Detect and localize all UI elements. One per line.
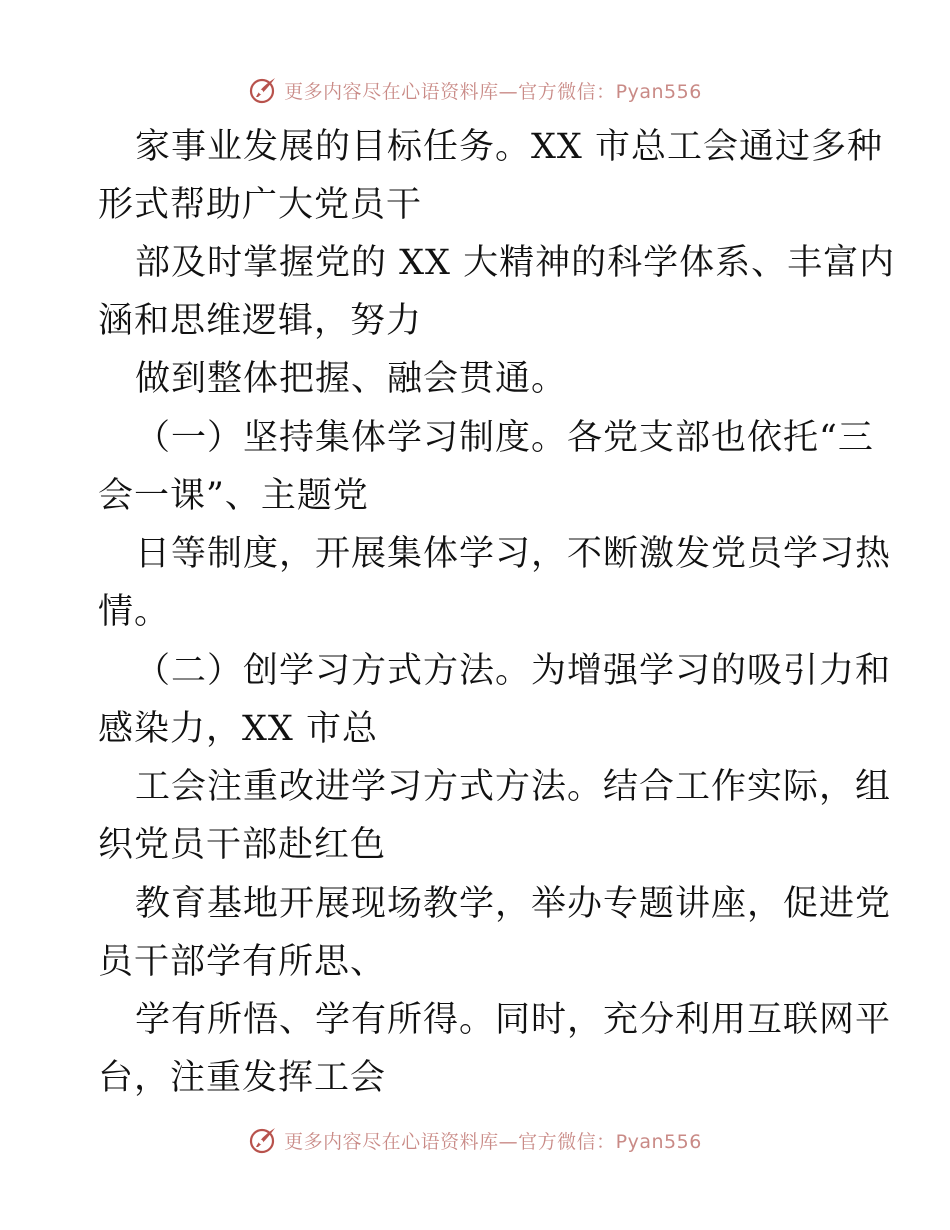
text-line: 织党员干部赴红色 <box>98 825 387 865</box>
text-line: 涵和思维逻辑，努力 <box>98 301 423 341</box>
text-line: 情。 <box>98 592 171 632</box>
header-watermark <box>0 70 950 110</box>
text-line: 做到整体把握、融会贯通。 <box>135 359 568 399</box>
text-line: （一）坚持集体学习制度。各党支部也依托“三 <box>135 418 874 458</box>
text-line: （二）创学习方式方法。为增强学习的吸引力和 <box>135 651 892 691</box>
text-line: 教育基地开展现场教学，举办专题讲座，促进党 <box>135 884 892 924</box>
watermark-text: 更多内容尽在心语资料库—官方微信：Pyan556 <box>284 1130 702 1153</box>
text-line: 家事业发展的目标任务。XX 市总工会通过多种 <box>135 127 883 167</box>
text-line: 感染力，XX 市总 <box>98 709 378 749</box>
text-line: 会一课”、主题党 <box>98 476 369 516</box>
quill-logo-icon <box>248 75 278 105</box>
watermark-text: 更多内容尽在心语资料库—官方微信：Pyan556 <box>284 80 702 103</box>
footer-watermark <box>0 1120 950 1160</box>
text-line: 工会注重改进学习方式方法。结合工作实际，组 <box>135 767 892 807</box>
text-line: 形式帮助广大党员干 <box>98 185 423 225</box>
text-line: 日等制度，开展集体学习，不断激发党员学习热 <box>135 534 892 574</box>
text-line: 部及时掌握党的 XX 大精神的科学体系、丰富内 <box>135 243 896 283</box>
text-line: 学有所悟、学有所得。同时，充分利用互联网平 <box>135 1000 892 1040</box>
quill-logo-icon <box>248 1125 278 1155</box>
text-line: 台，注重发挥工会 <box>98 1058 387 1098</box>
text-line: 员干部学有所思、 <box>98 942 387 982</box>
